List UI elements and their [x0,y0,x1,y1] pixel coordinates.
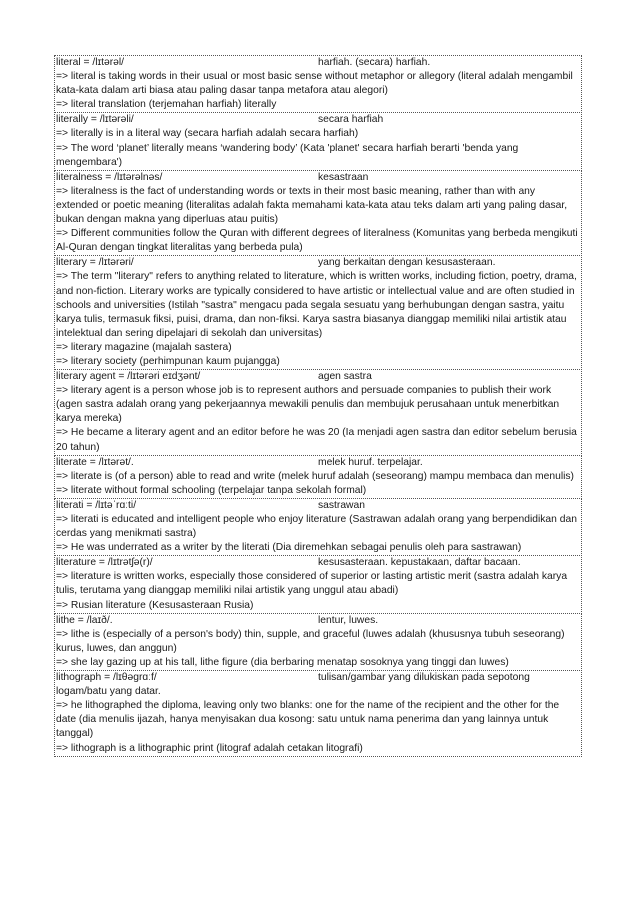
entry-meaning: lentur, luwes. [318,614,379,626]
entry-head [56,499,580,513]
entry-word: literal = /lɪtərəl/ [56,57,125,68]
entry-line: => literati is educated and intelligent people who enjoy literature (Sastrawan adalah orang yang berpendidikan dan cerdas yang menikmati sastra) [56,514,577,540]
entry-meaning-continued: logam/batu yang datar. [56,686,161,698]
entry-line: => literal translation (terjemahan harfiah) literally [56,99,277,111]
entry-line: => literary society (perhimpunan kaum pujangga) [56,355,280,367]
entry-head [56,556,580,570]
entry-line: => literary agent is a person whose job is to represent authors and persuade companies to publish their work (agen sastra adalah orang yang pekerjaannya mewakili penulis dan membujuk perusahaan untuk menerbitkan karya mereka) [56,385,560,425]
entry-meaning: secara harfiah [318,114,384,126]
entry-literati [54,498,582,556]
entry-meaning: kesusasteraan. kepustakaan, daftar bacaan. [318,557,521,569]
entry-literalness [54,170,582,257]
entry-literary-agent [54,369,582,456]
entry-line: => literate without formal schooling (terpelajar tanpa sekolah formal) [56,484,367,496]
entry-meaning: tulisan/gambar yang dilukiskan pada sepotong [318,672,530,684]
entry-word: literary = /lɪtərəri/ [56,257,134,269]
entry-line: => The term "literary" refers to anything related to literature, which is written works, including fiction, poetry, drama, and non-fiction. Literary works are typically considered to have artistic or intellectual value and are often studied in schools and universities (Istilah "sastra" mengacu pada segala sesuatu yang berhubungan dengan sastra, yaitu karya tulis, termasuk fiksi, puisi, drama, dan non-fiksi. Karya sastra biasanya dianggap memiliki nilai artistik atau intelektual dan sering dipelajari di sekolah dan universitas) [56,271,577,339]
entry-word: literate = /lɪtərət/. [56,456,134,468]
entry-literally [54,112,582,170]
entry-head [56,456,580,470]
entry-word: literary agent = /lɪtərəri eɪdʒənt/ [56,371,201,383]
entry-word: literati = /lɪtəˈrɑːti/ [56,499,137,511]
entry-head [56,56,580,70]
entry-meaning: kesastraan [318,171,369,183]
entry-meaning: melek huruf. terpelajar. [318,456,423,468]
entry-literature [54,555,582,613]
entry-meaning: harfiah. (secara) harfiah. [318,57,431,68]
entry-word: literally = /lɪtərəli/ [56,114,134,126]
entry-lithe [54,613,582,671]
entry-line: => he lithographed the diploma, leaving only two blanks: one for the name of the recipient and the other for the date (dia menulis ijazah, hanya menyisakan dua kosong: satu untuk nama penerima dan yang lainnya untuk tanggal) [56,700,560,740]
entry-word: literature = /lɪtrətʃə(r)/ [56,557,153,569]
entry-line: => He became a literary agent and an editor before he was 20 (Ia menjadi agen sastra dan editor sebelum berusia 20 tahun) [56,427,577,453]
entry-head [56,671,580,685]
entry-head [56,256,580,270]
entry-line: => literate is (of a person) able to read and write (melek huruf adalah (seseorang) mampu membaca dan menulis) [56,470,574,482]
entry-literate [54,455,582,499]
entry-line: => Different communities follow the Quran with different degrees of literalness (Komunitas yang berbeda mengikuti Al-Quran dengan tingkat literalitas yang berbeda pula) [56,228,578,254]
entry-head [56,113,580,127]
entry-line: => literal is taking words in their usual or most basic sense without metaphor or allegory (literal adalah mengambil kata-kata dalam arti biasa atau paling dasar tanpa metafora atau alegori) [56,71,573,97]
entry-head [56,370,580,384]
entry-literary [54,255,582,370]
entry-line: => literalness is the fact of understanding words or texts in their most basic meaning, rather than with any extended or poetic meaning (literalitas adalah fakta memahami kata-kata atau teks dalam arti yang paling dasar, bukan dengan makna yang diperluas atau puitis) [56,185,568,226]
entry-head [56,614,580,628]
entry-line: => He was underrated as a writer by the literati (Dia diremehkan sebagai penulis oleh para sastrawan) [56,542,522,554]
entry-word: lithograph = /lɪθəgrɑːf/ [56,672,157,684]
entry-word: lithe = /laɪð/. [56,614,113,626]
entry-line: => The word ‘planet’ literally means ‘wandering body’ (Kata 'planet' secara harfiah berarti 'benda yang mengembara') [56,142,519,168]
entry-literal [54,55,582,113]
entry-meaning: sastrawan [318,499,365,511]
entry-meaning: agen sastra [318,371,372,383]
entry-lithograph [54,670,582,757]
entry-line: => literature is written works, especially those considered of superior or lasting artistic merit (sastra adalah karya tulis, terutama yang dianggap memiliki nilai artistik yang unggul atau abadi) [56,571,568,597]
entry-line: => literally is in a literal way (secara harfiah adalah secara harfiah) [56,128,359,140]
entry-word: literalness = /lɪtərəlnəs/ [56,171,163,183]
entry-head [56,171,580,185]
entry-line: => literary magazine (majalah sastera) [56,341,232,353]
entry-line: => lithe is (especially of a person's body) thin, supple, and graceful (luwes adalah (khususnya tubuh seseorang) kurus, luwes, dan anggun) [56,628,565,654]
entry-line: => Rusian literature (Kesusasteraan Rusia) [56,599,254,611]
dictionary-page [54,55,582,757]
entry-line: => she lay gazing up at his tall, lithe figure (dia berbaring menatap sosoknya yang tinggi dan luwes) [56,656,509,668]
entry-line: => lithograph is a lithographic print (litograf adalah cetakan litografi) [56,742,363,754]
entry-meaning: yang berkaitan dengan kesusasteraan. [318,257,496,269]
